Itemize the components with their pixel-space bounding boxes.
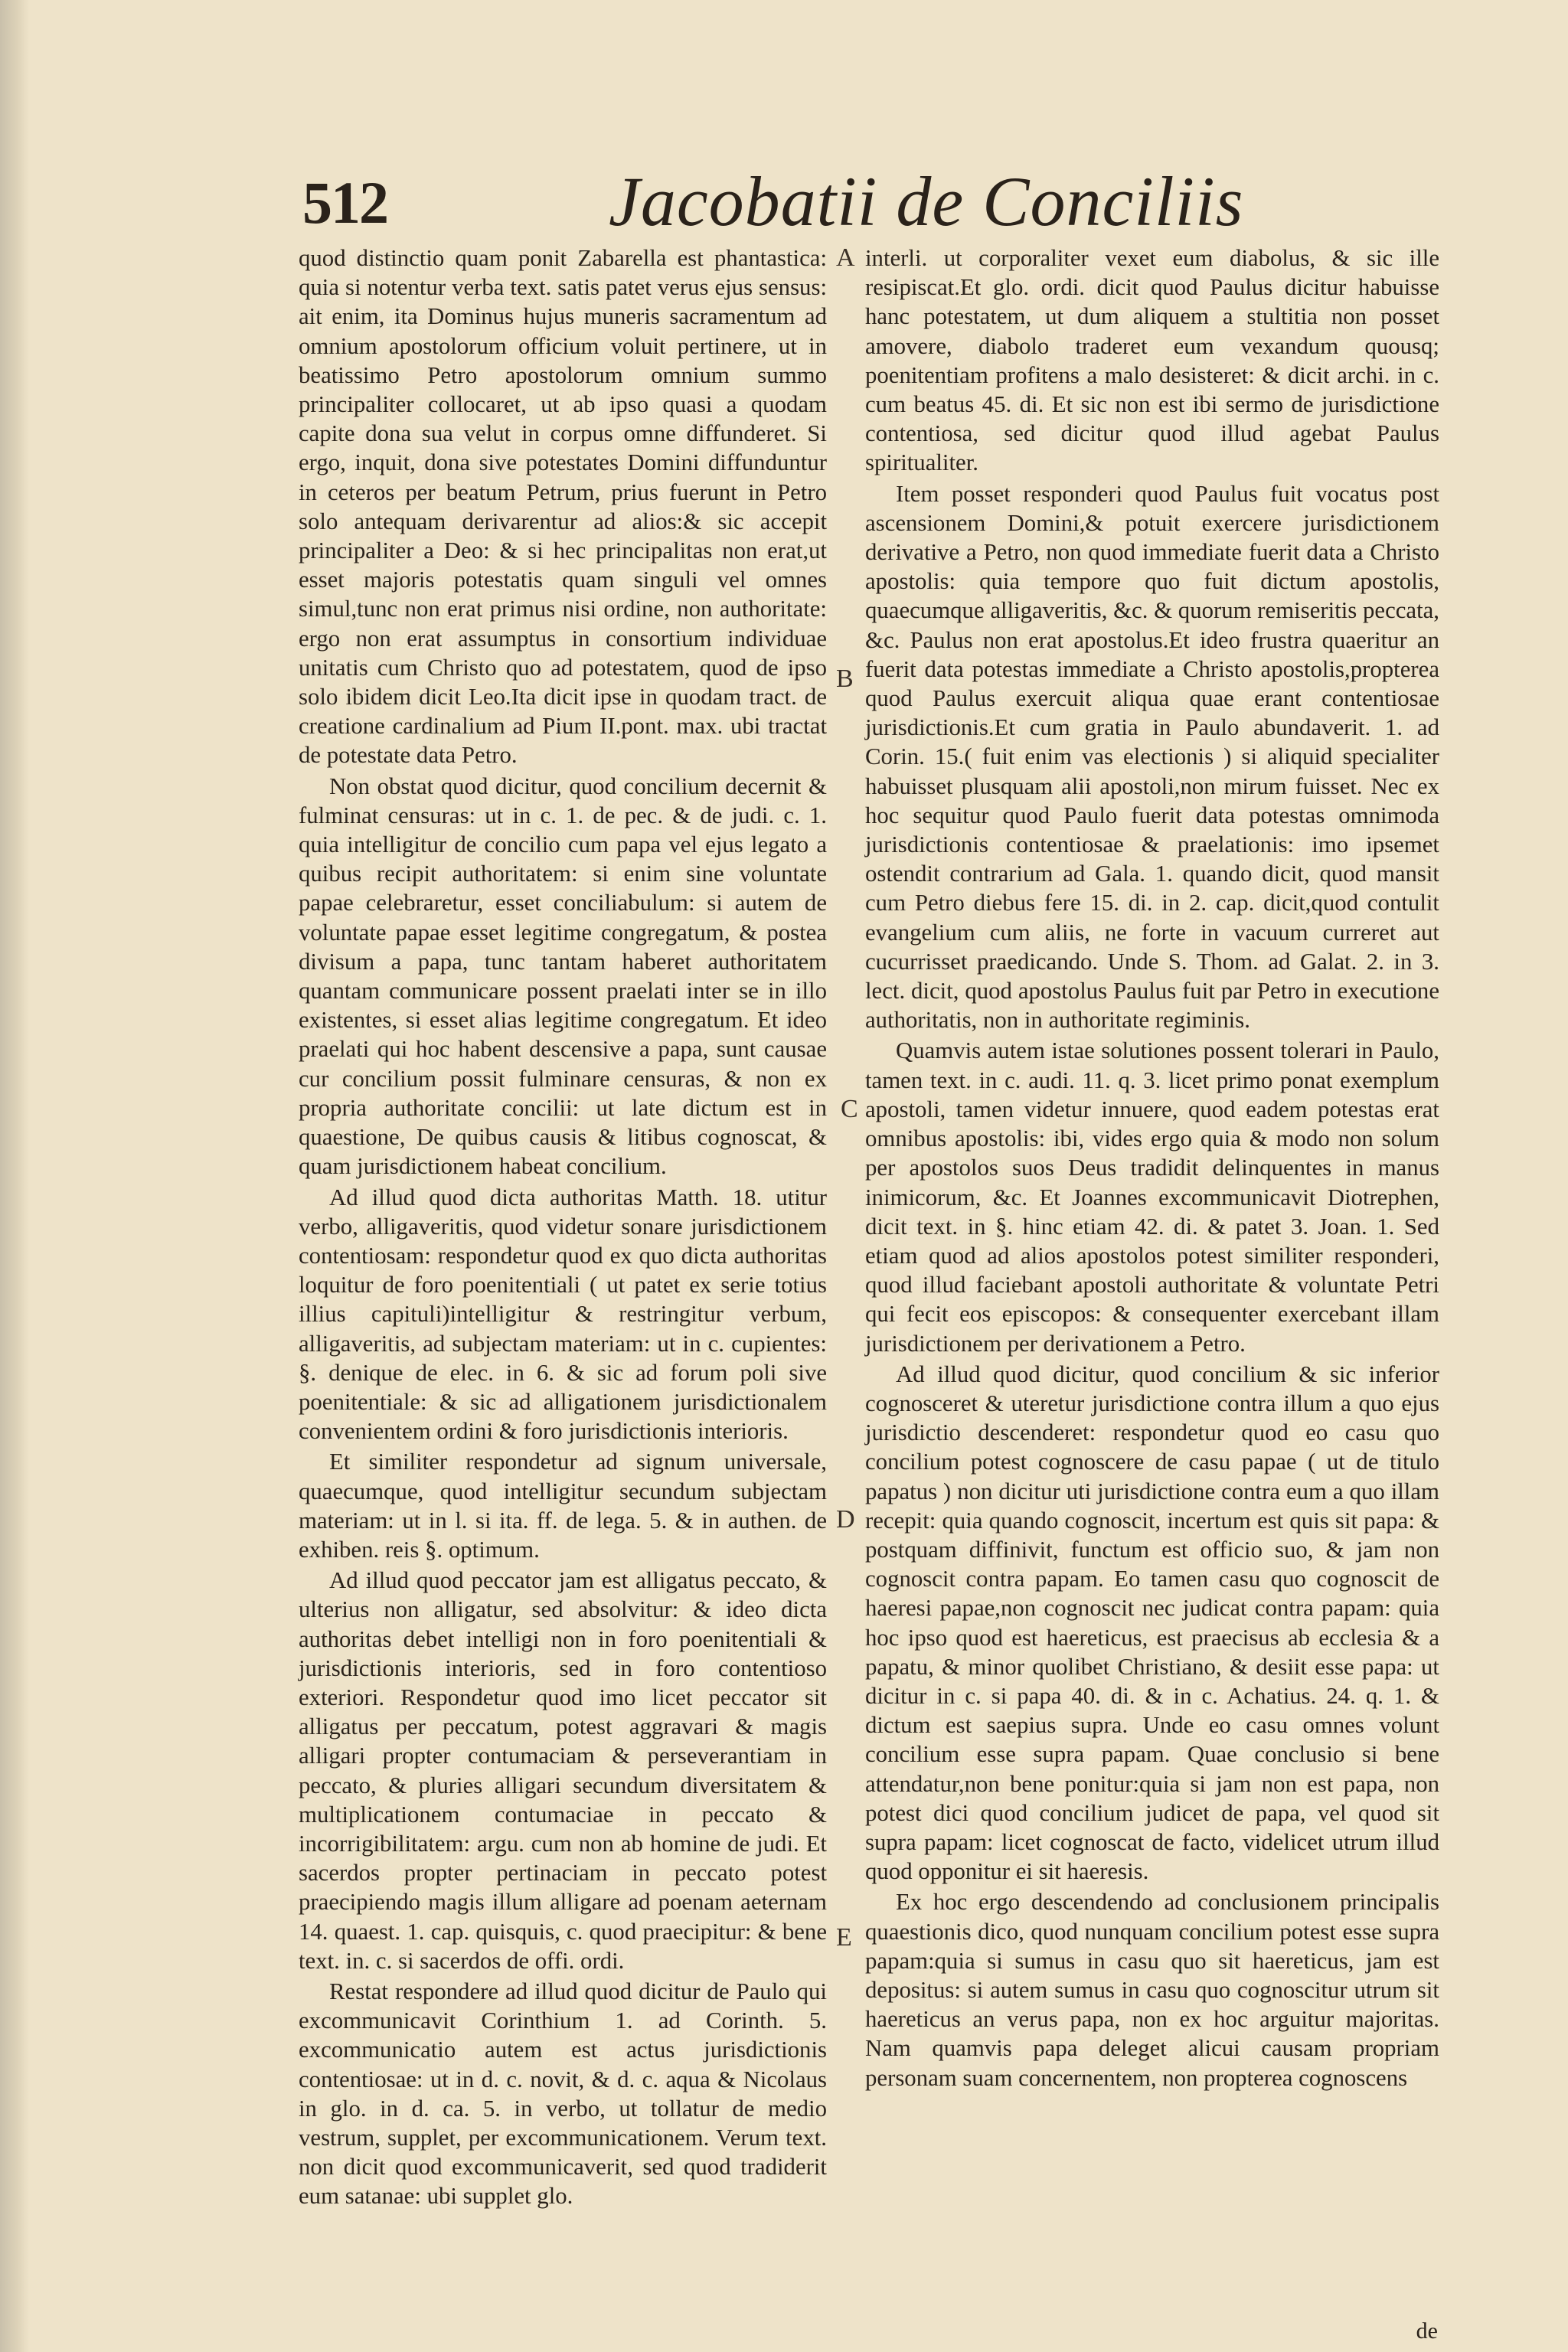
paragraph: Ad illud quod peccator jam est alligatus peccato, & ulterius non alligatur, sed absolvitur: & ideo dicta authoritas debet intelligi non in foro poenitentiali & jurisdictionis interioris, sed in foro contentioso exteriori. Respondetur quod imo licet peccator sit alligatus per peccatum, potest aggravari & magis alligari propter contumaciam & perseverantiam in peccato, & pluries alligari secundum diversitatem & multiplicationem contumaciae in peccato & incorrigibilitatem: argu. cum non ab homine de judi. Et sacerdos propter pertinaciam in peccato potest praecipiendo magis illum alligare ad poenam aeternam 14. quaest. 1. cap. quisquis, c. quod praecipitur: & bene text. in. c. si sacerdos de offi. ordi. bbox=[299, 1567, 827, 1974]
margin-marker-a: A bbox=[836, 243, 855, 272]
paragraph: Ex hoc ergo descendendo ad conclusionem principalis quaestionis dico, quod nunquam concilium potest esse supra papam:quia si sumus in casu quo sit haereticus, jam est depositus: si autem sumus in casu quo cognoscitur utrum sit haereticus an verus papa, non ex hoc arguitur majoritas. Nam quamvis papa deleget alicui causam propriam personam suam concernentem, non propterea cognoscens bbox=[865, 1889, 1439, 2091]
paragraph: Quamvis autem istae solutiones possent tolerari in Paulo, tamen text. in c. audi. 11. q. 3. licet primo ponat exemplum apostoli, tamen videtur innuere, quod eadem potestas erat omnibus apostolis: ibi, vides ergo quia & modo non solum per apostolos suos Deus tradidit delinquentes in manus inimicorum, &c. Et Joannes excommunicavit Diotrephen, dicit text. in §. hinc etiam 42. di. & patet 3. Joan. 1. Sed etiam quod ad alios apostolos potest similiter responderi, quod illud faciebant apostoli authoritate & voluntate Petri qui fecit eos episcopos: & consequenter exercebant illam jurisdictionem per derivationem a Petro. bbox=[865, 1037, 1439, 1357]
paragraph: Restat respondere ad illud quod dicitur de Paulo qui excommunicavit Corinthium 1. ad Corinth. 5. excommunicatio autem est actus jurisdictionis contentiosae: ut in d. c. novit, & d. c. aqua & Nicolaus in glo. in d. ca. 5. in verbo, ut tollatur de medio vestrum, supplet, per excommunicationem. Verum text. non dicit quod excommunicaverit, sed quod tradiderit eum satanae: ubi supplet glo. bbox=[299, 1978, 827, 2210]
paragraph: Ad illud quod dicta authoritas Matth. 18. utitur verbo, alligaveritis, quod videtur sonare jurisdictionem contentiosam: respondetur quod ex quo dicta authoritas loquitur de foro poenitentiali ( ut patet ex serie totius illius capituli)intelligitur & restringitur verbum, alligaveritis, ad subjectam materiam: ut in c. cupientes: §. denique de elec. in 6. & sic ad forum poli sive poenitentiale: & sic ad alligationem jurisdictionalem convenientem ordini & foro jurisdictionis interioris. bbox=[299, 1184, 827, 1445]
paragraph: quod distinctio quam ponit Zabarella est phantastica: quia si notentur verba text. satis patet verus ejus sensus: ait enim, ita Dominus hujus muneris sacramentum ad omnium apostolorum officium voluit pertinere, ut in beatissimo Petro apostolorum omnium summo principaliter collocaret, ut ab ipso quasi a quodam capite dona sua velut in corpus omne diffunderet. Si ergo, inquit, dona sive potestates Domini diffunduntur in ceteros per beatum Petrum, prius fuerunt in Petro solo antequam derivarentur ad alios:& sic accepit principaliter a Deo: & si hec principalitas non erat,ut esset majoris potestatis quam singuli vel omnes simul,tunc non erat primus nisi ordine, non authoritate: ergo non erat assumptus in consortium individuae unitatis cum Christo quo ad potestatem, quod de ipso solo ibidem dicit Leo.Ita dicit ipse in quodam tract. de creatione cardinalium ad Pium II.pont. max. ubi tractat de potestate data Petro. bbox=[299, 245, 827, 769]
page-number: 512 bbox=[302, 169, 387, 236]
running-head: Jacobatii de Conciliis bbox=[609, 162, 1244, 240]
paragraph: Non obstat quod dicitur, quod concilium decernit & fulminat censuras: ut in c. 1. de pec. & de judi. c. 1. quia intelligitur de concilio cum papa vel ejus legato a quibus recipit authoritatem: si enim sine voluntate papae celebraretur, esset conciliabulum: si autem de voluntate papae esset legitime congregatum, & postea divisum a papa, tunc tantam haberet authoritatem quantam communicare possent praelati inter se in illo existentes, si esset alias legitime congregatum. Et ideo praelati qui hoc habent descensive a papa, sunt causae cur concilium possit fulminare censuras, & non ex propria authoritate concilii: ut late dictum est in quaestione, De quibus causis & litibus cognoscat, & quam jurisdictionem habeat concilium. bbox=[299, 773, 827, 1180]
margin-marker-e: E bbox=[836, 1923, 852, 1952]
margin-marker-d: D bbox=[836, 1505, 855, 1534]
paragraph: interli. ut corporaliter vexet eum diabolus, & sic ille resipiscat.Et glo. ordi. dicit quod Paulus dicitur habuisse hanc potestatem, ut dum aliquem a stultitia non posset amovere, diabolo traderet eum vexandum quousq; poenitentiam profitens a malo desisteret: & dicit archi. in c. cum beatus 45. di. Et sic non est ibi sermo de jurisdictione contentiosa, sed dicitur quod illud agebat Paulus spiritualiter. bbox=[865, 245, 1439, 476]
paragraph: Ad illud quod dicitur, quod concilium & sic inferior cognosceret & uteretur jurisdictione contra illum a quo ejus jurisdictio descenderet: respondetur quod eo casu quo concilium potest cognoscere de casu papae ( ut de titulo papatus ) non dicitur uti jurisdictione contra eum a quo illam recepit: quia quando cognoscit, incertum est quis sit papa: & postquam diffinivit, functum est officio suo, & jam non cognoscit contra papam. Eo tamen casu quo cognoscit de haeresi papae,non cognoscit nec judicat contra papam: quia hoc ipso quod est haereticus, est praecisus ab ecclesia & a papatu, & minor quolibet Christiano, & desiit esse papa: ut dicitur in c. si papa 40. di. & in c. Achatius. 24. q. 1. & dictum est saepius supra. Unde eo casu omnes volunt concilium esse supra papam. Quae conclusio si bene attendatur,non bene ponitur:quia si jam non est papa, non potest dici quod concilium judicet de papa, vel quod sit supra papam: licet cognoscat de facto, videlicet utrum illud quod opponitur ei sit haeresis. bbox=[865, 1361, 1439, 1885]
right-column bbox=[865, 243, 1439, 2092]
margin-marker-c: C bbox=[841, 1095, 858, 1123]
page-gutter bbox=[0, 0, 29, 2352]
left-column bbox=[299, 243, 827, 2211]
margin-marker-b: B bbox=[836, 665, 854, 693]
page-header bbox=[302, 161, 1298, 245]
paragraph: Item posset responderi quod Paulus fuit vocatus post ascensionem Domini,& potuit exercere jurisdictionem derivative a Petro, non quod immediate fuerit data a Christo apostolis: quia tempore quo fuit dictum apostolis, quaecumque alligaveritis, &c. & quorum remiseritis peccata, &c. Paulus non erat apostolus.Et ideo frustra quaeritur an fuerit data potestas immediate a Christo apostolis,propterea quod Paulus exercuit aliqua quae erant contentiosae jurisdictionis.Et cum gratia in Paulo abundaverit. 1. ad Corin. 15.( fuit enim vas electionis ) si aliquid specialiter habuisset plusquam alii apostoli,non mirum fuisset. Nec ex hoc sequitur quod Paulo fuerit data potestas omnimoda jurisdictionis contentiosae & praelationis: imo ipsemet ostendit contrarium ad Gala. 1. quando dicit, quod mansit cum Petro diebus fere 15. di. in 2. cap. dicit,quod contulit evangelium cum aliis, ne forte in vacuum curreret aut cucurrisset praedicando. Unde S. Thom. ad Galat. 2. in 3. lect. dicit, quod apostolus Paulus fuit par Petro in executione authoritatis, non in authoritate regiminis. bbox=[865, 480, 1439, 1034]
paragraph: Et similiter respondetur ad signum universale, quaecumque, quod intelligitur secundum subjectam materiam: ut in l. si ita. ff. de lega. 5. & in authen. de exhiben. reis §. optimum. bbox=[299, 1449, 827, 1563]
catchword: de bbox=[1416, 2318, 1438, 2344]
